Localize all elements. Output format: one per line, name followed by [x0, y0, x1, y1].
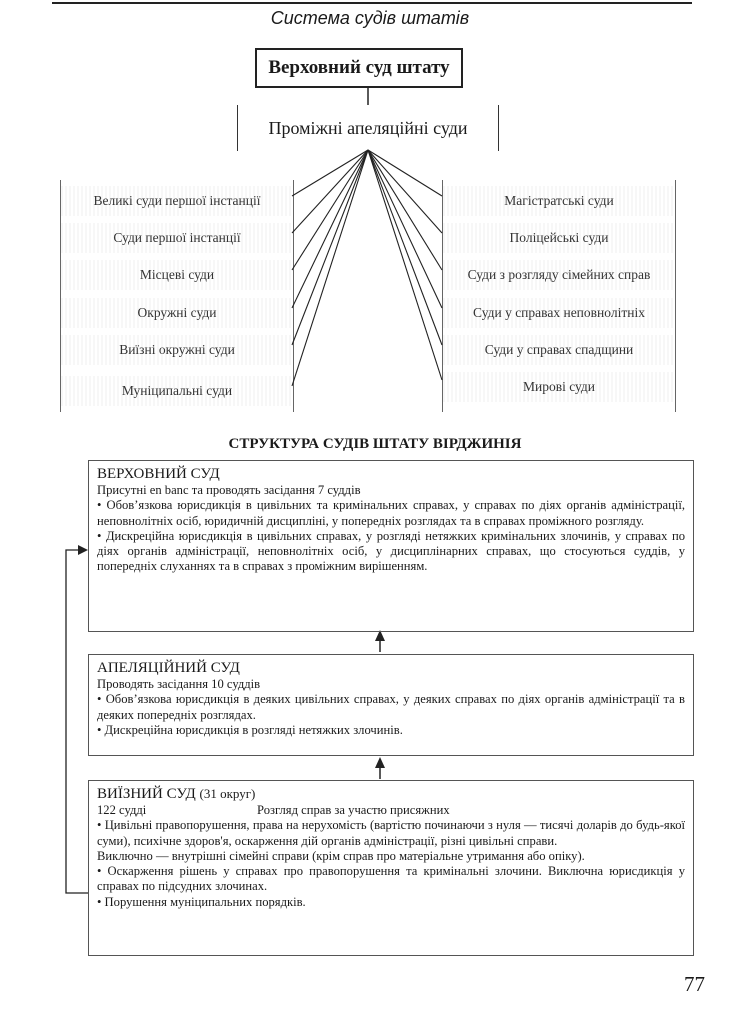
up-arrow-2	[375, 757, 385, 779]
court-item: Окружні суди	[61, 298, 293, 328]
supreme-court-item: • Дискреційна юрисдикція в цивільних справах, у розгляді нетяжких кримінальних злочинів, у справах по діях органів адміністрації, неповнолітніх осіб, у дисциплінарних справах, що стосуються суддів, у попередніх слуханнях та в справах з проміжним вирішенням.	[97, 528, 685, 574]
circuit-court-meta	[97, 803, 685, 818]
loop-arrowhead	[78, 545, 88, 555]
page-number: 77	[684, 972, 705, 996]
court-item: Мирові суди	[443, 372, 675, 402]
circuit-court-item: • Порушення муніципальних порядків.	[97, 894, 306, 909]
page-title: Система судів штатів	[270, 8, 470, 28]
circuit-court-item: Виключно — внутрішні сімейні справи (крім справ про матеріальне утримання або опіку).	[97, 848, 585, 863]
left-fan-lines	[292, 150, 368, 386]
circuit-court-jury: Розгляд справ за участю присяжних	[257, 803, 450, 817]
circuit-court-item: • Цивільні правопорушення, права на нерухомість (вартістю починаючи з нуля — тисячі доларів до будь-якої суми), психічне здоров'я, оскарження дій органів адміністрації, різні цивільні справи.	[97, 818, 685, 848]
supreme-court-item: • Обов’язкова юрисдикція в цивільних та кримінальних справах, у справах по діях органів адміністрації, неповнолітніх осіб, юридичній дисципліні, у попередніх розглядах та в справах проміжного розгляду.	[97, 498, 685, 528]
circuit-court-item: • Оскарження рішень у справах про правопорушення та кримінальні злочини. Виключна юрисдикція у справах по підсудних злочинах.	[97, 864, 685, 894]
court-item: Суди у справах спадщини	[443, 335, 675, 365]
up-arrow-1	[375, 630, 385, 652]
appellate-court-subtitle: Проводять засідання 10 суддів	[97, 677, 261, 691]
appellate-court-item: • Обов’язкова юрисдикція в деяких цивільних справах, у деяких справах по діях органів адміністрації та в деяких попередніх розглядах.	[97, 692, 685, 722]
circuit-court-note: (31 округ)	[199, 786, 256, 801]
court-item: Великі суди першої інстанції	[61, 186, 293, 216]
state-supreme-court-box: Верховний суд штату	[255, 48, 463, 88]
circuit-court-panel	[88, 780, 694, 956]
appellate-court-item: • Дискреційна юрисдикція в розгляді нетяжких злочинів.	[97, 722, 403, 737]
supreme-court-title: ВЕРХОВНИЙ СУД	[97, 466, 220, 482]
court-item: Магістратські суди	[443, 186, 675, 216]
court-item: Суди з розгляду сімейних справ	[443, 260, 675, 290]
loop-arrow	[66, 550, 88, 893]
court-item: Місцеві суди	[61, 260, 293, 290]
circuit-court-heading	[97, 785, 685, 803]
intermediate-appellate-box: Проміжні апеляційні суди	[237, 105, 499, 151]
appellate-court-title: АПЕЛЯЦІЙНИЙ СУД	[97, 660, 240, 676]
supreme-court-subtitle: Присутні en banc та проводять засідання 7 суддів	[97, 483, 361, 497]
circuit-court-title: ВИЇЗНИЙ СУД	[97, 786, 196, 802]
appellate-court-panel	[88, 654, 694, 756]
structure-title: СТРУКТУРА СУДІВ ШТАТУ ВІРДЖИНІЯ	[228, 436, 522, 452]
circuit-court-judges: 122 судді	[97, 803, 147, 817]
court-item: Поліцейські суди	[443, 223, 675, 253]
court-item: Суди у справах неповнолітніх	[443, 298, 675, 328]
court-item: Муніципальні суди	[61, 376, 293, 406]
supreme-court-panel	[88, 460, 694, 632]
court-item: Виїзні окружні суди	[61, 335, 293, 365]
court-item: Суди першої інстанції	[61, 223, 293, 253]
right-fan-lines	[368, 150, 442, 380]
